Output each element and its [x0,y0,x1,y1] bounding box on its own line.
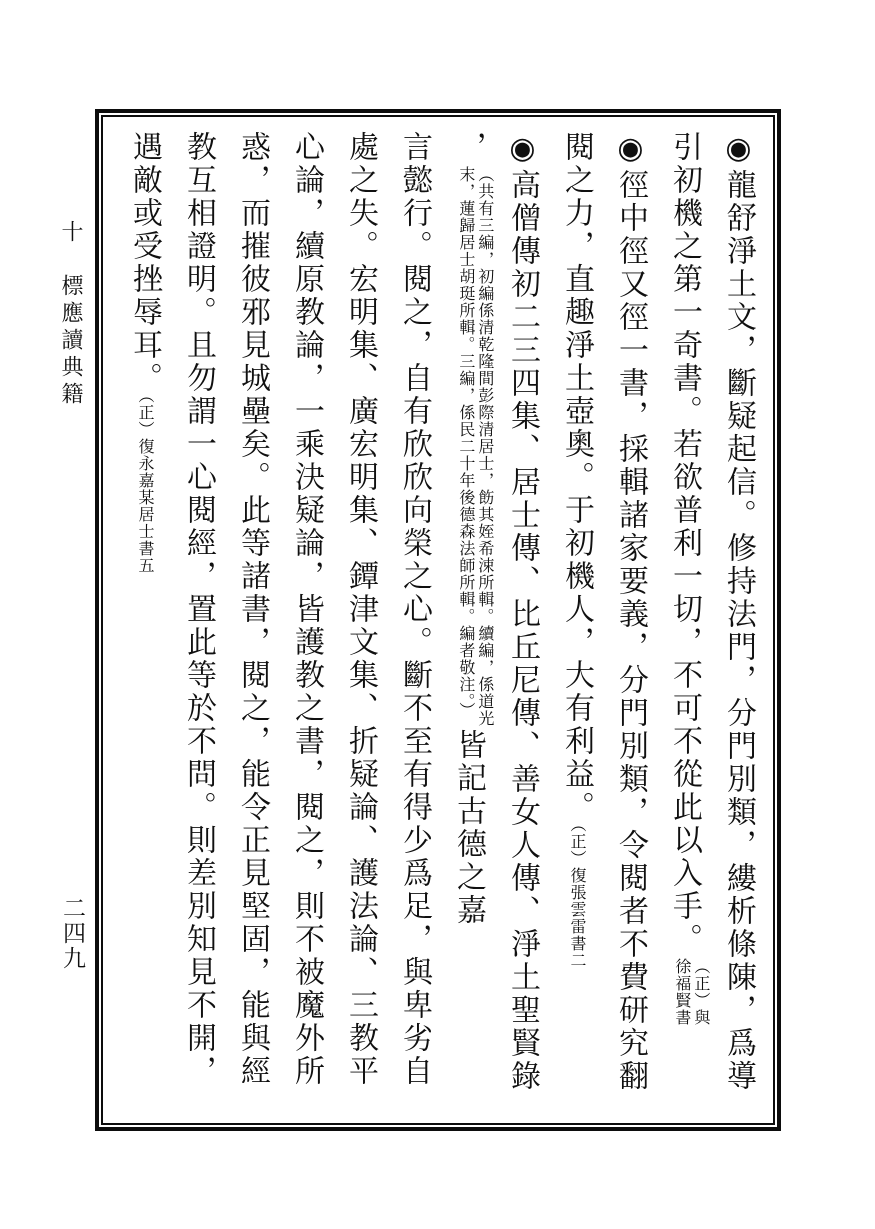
text-column-1 [711,131,765,1109]
text-column-2 [657,131,711,1109]
source-note: （正）復張雲雷書二 [568,824,585,969]
text-run: ◉高僧傳初二三四集、居士傳、比丘尼傳、善女人傳、淨土聖賢錄 [506,131,539,1093]
page-number: 二四九 [60,896,85,971]
note-line-right: （共有三編，初編係清乾隆間彭際清居士，飭其姪希涑所輯。續編，係道光 [475,166,493,727]
text-run: ◉龍舒淨土文，斷疑起信。修持法門，分門別類，縷析條陳，爲導 [722,131,755,1093]
text-run: ◉徑中徑又徑一書，採輯諸家要義，分門別類，令閱者不費研究翻 [614,131,647,1093]
text-run: 惑，而摧彼邪見城壘矣。此等諸書，閱之，能令正見堅固，能與經 [236,131,269,1088]
text-run: 教互相證明。且勿謂一心閱經，置此等於不問。則差別知見不開， [182,131,215,1088]
text-column-10 [225,131,279,1109]
text-column-6 [441,131,495,1109]
note-line-left: 徐福賢書 [672,958,690,1026]
text-column-7 [387,131,441,1109]
note-line-right: （正）與 [691,958,709,1026]
text-run: 言懿行。閱之，自有欣欣向榮之心。斷不至有得少爲足，與卑劣自 [398,131,431,1088]
text-column-8 [333,131,387,1109]
text-column-3 [603,131,657,1109]
note-line-left: 末，蓮歸居士胡珽所輯。三編，係民二十年後德森法師所輯。編者敬注。） [456,166,474,719]
text-run: ， [452,131,485,164]
text-run: 閱之力，直趣淨土壺奧。于初機人，大有利益。 [560,131,593,824]
margin-chapter-label: 十 標應讀典籍 [59,220,84,409]
text-run: 引初機之第一奇書。若欲普利一切，不可不從此以入手。 [668,131,701,956]
text-column-5 [495,131,549,1109]
text-column-4 [549,131,603,1109]
text-column-12 [117,131,171,1109]
double-line-note [672,958,710,1026]
text-run: 心論，續原教論，一乘決疑論，皆護教之書，閱之，則不被魔外所 [290,131,323,1088]
text-column-11 [171,131,225,1109]
vertical-text-columns [111,131,765,1109]
double-line-note [456,166,494,727]
text-frame-inner-border [101,115,775,1125]
text-column-9 [279,131,333,1109]
text-run: 皆記古德之嘉 [452,729,485,927]
text-run: 處之失。宏明集、廣宏明集、鐔津文集、折疑論、護法論、三教平 [344,131,377,1088]
text-frame-outer-border [95,109,781,1131]
source-note: （正）復永嘉某居士書五 [136,395,153,574]
text-run: 遇敵或受挫辱耳。 [128,131,161,395]
